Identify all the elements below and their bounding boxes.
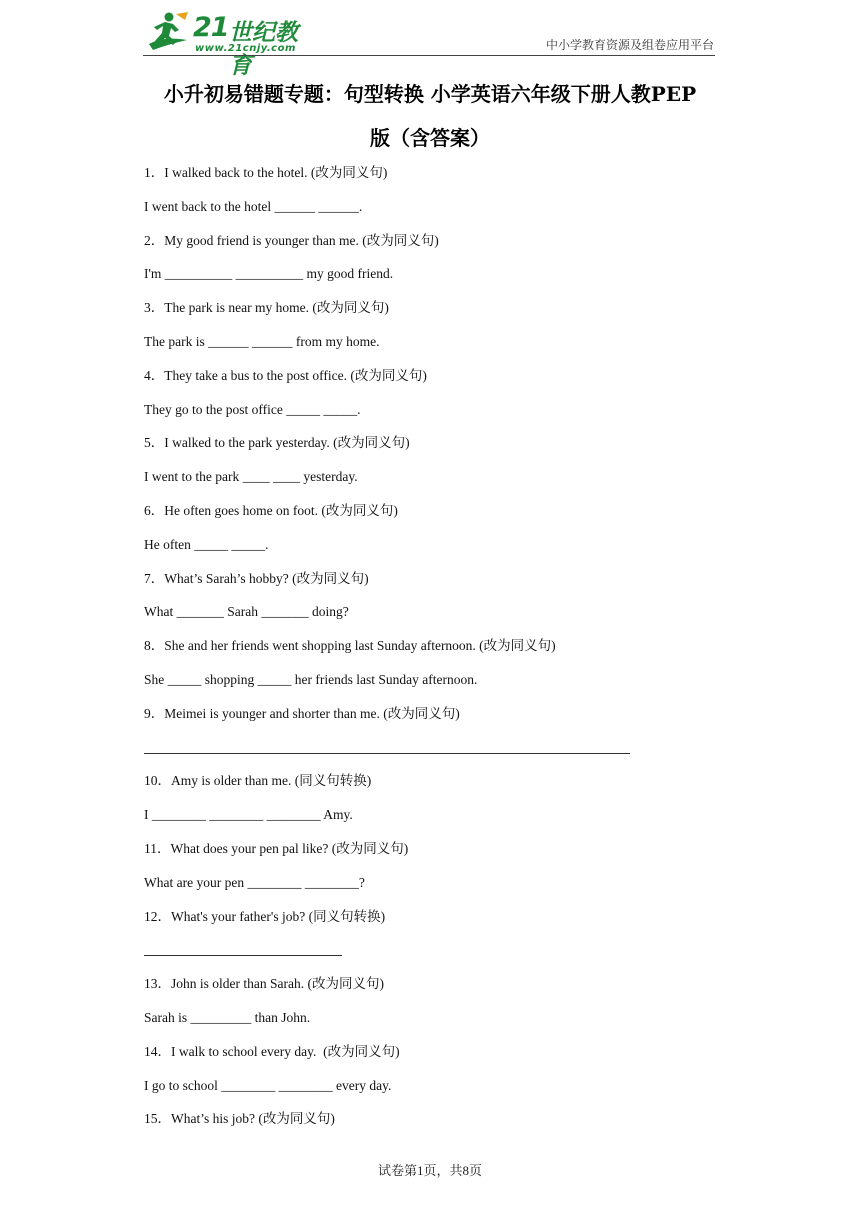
question-prompt: 13．John is older than Sarah. (改为同义句): [144, 976, 384, 992]
question-prompt: 3．The park is near my home. (改为同义句): [144, 300, 389, 316]
question-answer: Sarah is _________ than John.: [144, 1009, 311, 1025]
question-prompt: 2．My good friend is younger than me. (改为同义句): [144, 232, 439, 248]
question-prompt: 11．What does your pen pal like? (改为同义句): [144, 840, 409, 856]
document-title: [143, 72, 717, 160]
page-header: [0, 0, 860, 79]
question-answer: I'm __________ __________ my good friend.: [144, 266, 394, 282]
question-answer: What _______ Sarah _______ doing?: [144, 604, 349, 620]
question-prompt: 6．He often goes home on foot. (改为同义句): [144, 502, 398, 518]
answer-blank-line: [144, 933, 744, 967]
question-prompt: 8．She and her friends went shopping last Sunday afternoon. (改为同义句): [144, 638, 556, 654]
question-list: [144, 156, 744, 1136]
question-prompt: 9．Meimei is younger and shorter than me. (改为同义句): [144, 705, 460, 721]
question-answer: She _____ shopping _____ her friends last Sunday afternoon.: [144, 671, 478, 687]
question-prompt: 1．I walked back to the hotel. (改为同义句): [144, 165, 388, 180]
answer-rule: [144, 753, 630, 754]
question-answer: I go to school ________ ________ every day.: [144, 1077, 392, 1093]
question-prompt: 10．Amy is older than me. (同义句转换): [144, 773, 372, 789]
answer-blank-line: [144, 731, 744, 765]
question-answer: He often _____ _____.: [144, 536, 269, 552]
question-prompt: 15．What’s his job? (改为同义句): [144, 1111, 335, 1127]
logo: [143, 10, 313, 79]
question-answer: They go to the post office _____ _____.: [144, 401, 361, 417]
question-prompt: 4．They take a bus to the post office. (改为同义句): [144, 367, 427, 383]
title-line-2: 版（含答案）: [370, 126, 490, 150]
question-answer: The park is ______ ______ from my home.: [144, 333, 380, 349]
logo-text: 世纪教育: [229, 20, 298, 79]
question-prompt: 12．What's your father's job? (同义句转换): [144, 908, 386, 924]
title-line-1: 小升初易错题专题：句型转换 小学英语六年级下册人教PEP: [163, 82, 697, 106]
runner-logo-icon: [143, 10, 193, 54]
page-footer: 试卷第1页，共8页: [377, 1163, 482, 1178]
question-prompt: 14．I walk to school every day. (改为同义句): [144, 1043, 400, 1059]
logo-url: www.21cnjy.com: [195, 43, 296, 54]
platform-name: 中小学教育资源及组卷应用平台: [545, 38, 714, 52]
question-prompt: 5．I walked to the park yesterday. (改为同义句): [144, 435, 410, 451]
logo-number: 21: [193, 12, 229, 43]
question-answer: What are your pen ________ ________?: [144, 874, 365, 890]
question-prompt: 7．What’s Sarah’s hobby? (改为同义句): [144, 570, 369, 586]
answer-rule: [144, 955, 342, 956]
header-divider: [143, 55, 715, 56]
question-answer: I ________ ________ ________ Amy.: [144, 807, 353, 823]
question-answer: I went back to the hotel ______ ______.: [144, 198, 363, 214]
question-answer: I went to the park ____ ____ yesterday.: [144, 469, 358, 485]
